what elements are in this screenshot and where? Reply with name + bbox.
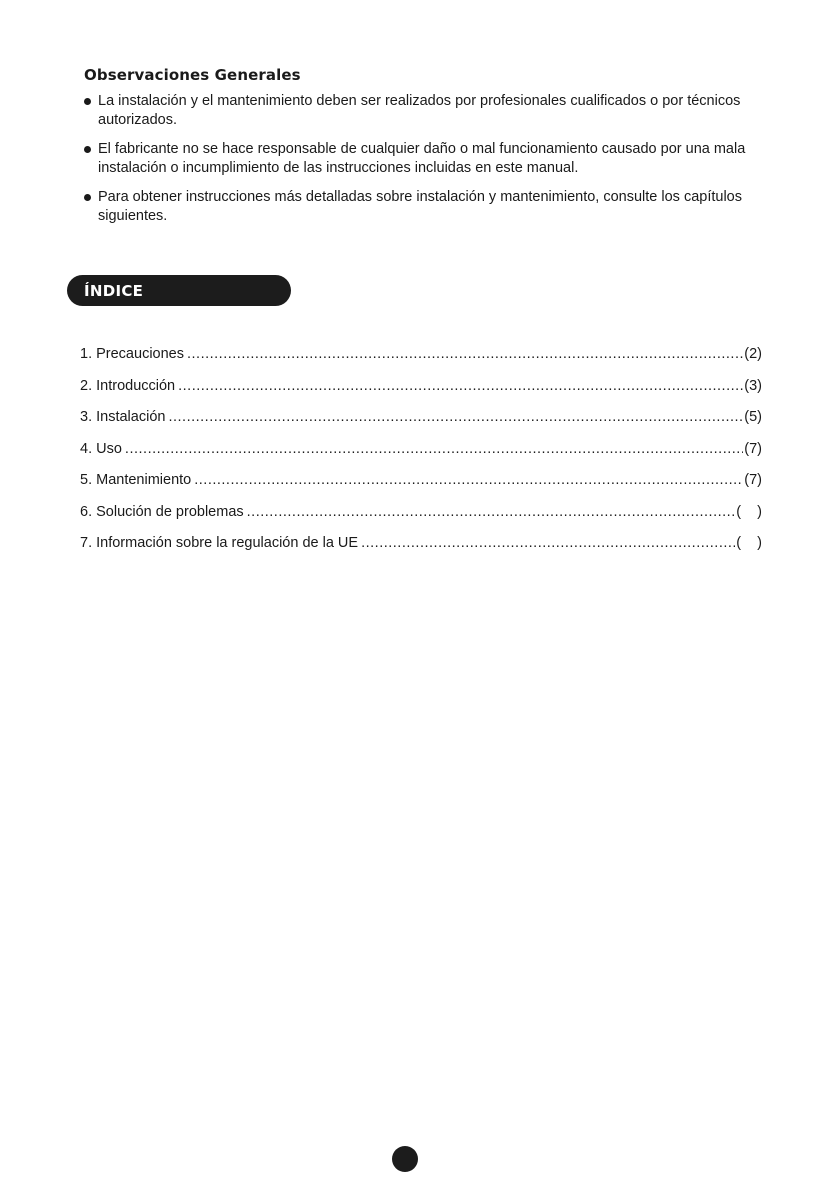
toc-leader-dots bbox=[361, 535, 735, 551]
toc-entry-introduccion[interactable] bbox=[80, 378, 762, 410]
toc-leader-dots bbox=[194, 472, 743, 488]
toc-entry-label: 5. Mantenimiento bbox=[80, 472, 192, 488]
toc-entry-page: (7) bbox=[744, 472, 762, 488]
toc-entry-label: 3. Instalación bbox=[80, 409, 166, 425]
general-observations-title: Observaciones Generales bbox=[84, 66, 301, 84]
bullet-icon bbox=[84, 146, 91, 153]
page-marker-circle bbox=[392, 1146, 418, 1172]
toc-entry-label: 6. Solución de problemas bbox=[80, 503, 244, 520]
toc-entry-label: 7. Información sobre la regulación de la UE bbox=[80, 535, 359, 551]
toc-entry-instalacion[interactable] bbox=[80, 409, 762, 441]
general-observations-section bbox=[84, 66, 784, 236]
observations-list bbox=[84, 92, 784, 226]
observation-item bbox=[84, 188, 784, 226]
toc-leader-dots bbox=[168, 409, 743, 425]
toc-entry-page: ( ) bbox=[736, 503, 762, 520]
table-of-contents bbox=[80, 346, 762, 567]
toc-entry-page: (3) bbox=[744, 377, 762, 394]
observation-item bbox=[84, 92, 784, 130]
toc-entry-page: (5) bbox=[744, 409, 762, 425]
toc-entry-regulacion-ue[interactable] bbox=[80, 535, 762, 567]
bullet-icon bbox=[84, 194, 91, 201]
toc-entry-label: 2. Introducción bbox=[80, 377, 176, 394]
observation-text: El fabricante no se hace responsable de cualquier daño o mal funcionamiento causado por una mala instalación o incumplimiento de las instrucciones incluidas en este manual. bbox=[98, 141, 746, 176]
toc-entry-solucion-problemas[interactable] bbox=[80, 504, 762, 536]
toc-entry-page: (2) bbox=[744, 346, 762, 362]
toc-leader-dots bbox=[187, 346, 743, 362]
observation-text: Para obtener instrucciones más detalladas sobre instalación y mantenimiento, consulte los capítulos siguientes. bbox=[98, 189, 742, 224]
toc-entry-mantenimiento[interactable] bbox=[80, 472, 762, 504]
toc-leader-dots bbox=[125, 441, 743, 457]
bullet-icon bbox=[84, 98, 91, 105]
observation-item bbox=[84, 140, 784, 178]
toc-leader-dots bbox=[178, 378, 743, 394]
observation-text: La instalación y el mantenimiento deben ser realizados por profesionales cualificados o por técnicos autorizados. bbox=[98, 93, 741, 128]
index-heading: ÍNDICE bbox=[84, 282, 144, 300]
toc-entry-page: (7) bbox=[744, 440, 762, 457]
toc-entry-page: ( ) bbox=[736, 535, 762, 551]
toc-entry-precauciones[interactable] bbox=[80, 346, 762, 378]
toc-entry-uso[interactable] bbox=[80, 441, 762, 473]
toc-entry-label: 4. Uso bbox=[80, 440, 122, 457]
toc-entry-label: 1. Precauciones bbox=[80, 346, 184, 362]
index-heading-badge bbox=[67, 275, 291, 306]
toc-leader-dots bbox=[247, 504, 736, 520]
